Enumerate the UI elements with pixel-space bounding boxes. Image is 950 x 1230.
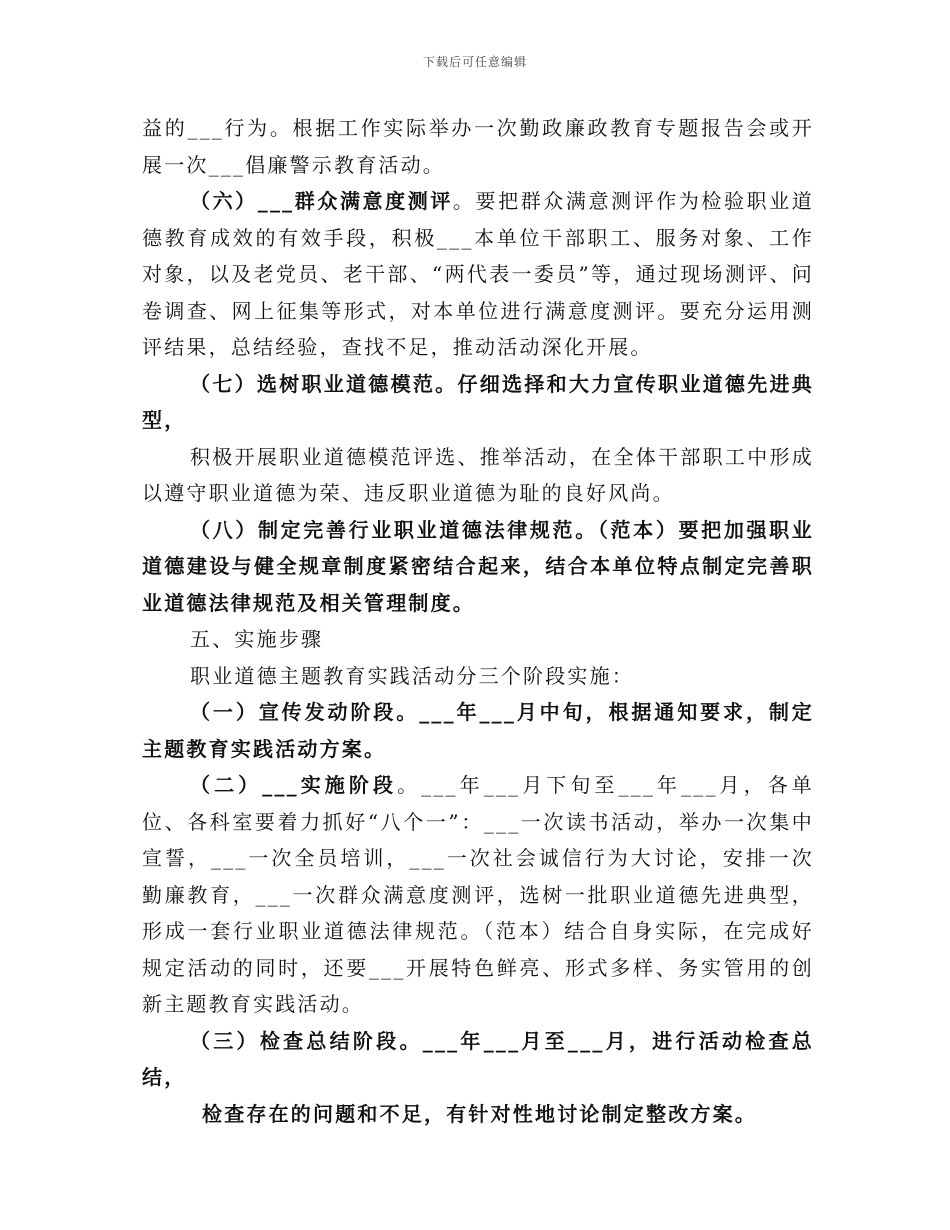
paragraph-body: 。要把群众满意测评作为检验职业道德教育成效的有效手段，积极___本单位干部职工、服务对象、工作对象，以及老党员、老干部、“两代表一委员”等，通过现场测评、问卷调查、网上征集等形式，对本单位进行满意度测评。要充分运用测评结果，总结经验，查找不足，推动活动深化开展。 <box>142 189 814 359</box>
phase-2-paragraph <box>142 767 814 1023</box>
paragraph-satisfaction-survey <box>142 183 814 366</box>
phase-3-continuation: 检查存在的问题和不足，有针对性地讨论制定整改方案。 <box>202 1101 757 1126</box>
section-heading-8: （八）制定完善行业职业道德法律规范。（范本）要把加强职业道德建设与健全规章制度紧密结合起来，结合本单位特点制定完善职业道德法律规范及相关管理制度。 <box>142 517 814 615</box>
paragraph-1: 益的___行为。根据工作实际举办一次勤政廉政教育专题报告会或开展一次___倡廉警示教育活动。 <box>142 116 814 177</box>
section-heading-5: 五、实施步骤 <box>190 627 324 651</box>
paragraph-model-selection: 积极开展职业道德模范评选、推举活动，在全体干部职工中形成以遵守职业道德为荣、违反职业道德为耻的良好风尚。 <box>142 444 814 505</box>
phase-2-body: 。___年___月下旬至___年___月，各单位、各科室要着力抓好“八个一”：___一次读书活动，举办一次集中宣誓，___一次全员培训，___一次社会诚信行为大讨论，安排一次勤廉教育，___一次群众满意度测评，选树一批职业道德先进典型，形成一套行业职业道德法律规范。（范本）结合自身实际，在完成好规定活动的同时，还要___开展特色鲜亮、形式多样、务实管用的创新主题教育实践活动。 <box>142 773 815 1016</box>
phase-3-heading: （三）检查总结阶段。___年___月至___月，进行活动检查总结， <box>142 1028 814 1089</box>
header-note: 下载后可任意编辑 <box>422 55 527 69</box>
phase-1-heading: （一）宣传发动阶段。___年___月中旬，根据通知要求，制定主题教育实践活动方案。 <box>142 700 814 761</box>
section-heading-6: （六）___群众满意度测评 <box>190 189 453 213</box>
document-body <box>142 110 814 1132</box>
paragraph-phases-intro: 职业道德主题教育实践活动分三个阶段实施： <box>190 663 634 688</box>
phase-2-heading: （二）___实施阶段 <box>190 773 398 797</box>
section-heading-7: （七）选树职业道德模范。仔细选择和大力宣传职业道德先进典型， <box>142 371 814 432</box>
